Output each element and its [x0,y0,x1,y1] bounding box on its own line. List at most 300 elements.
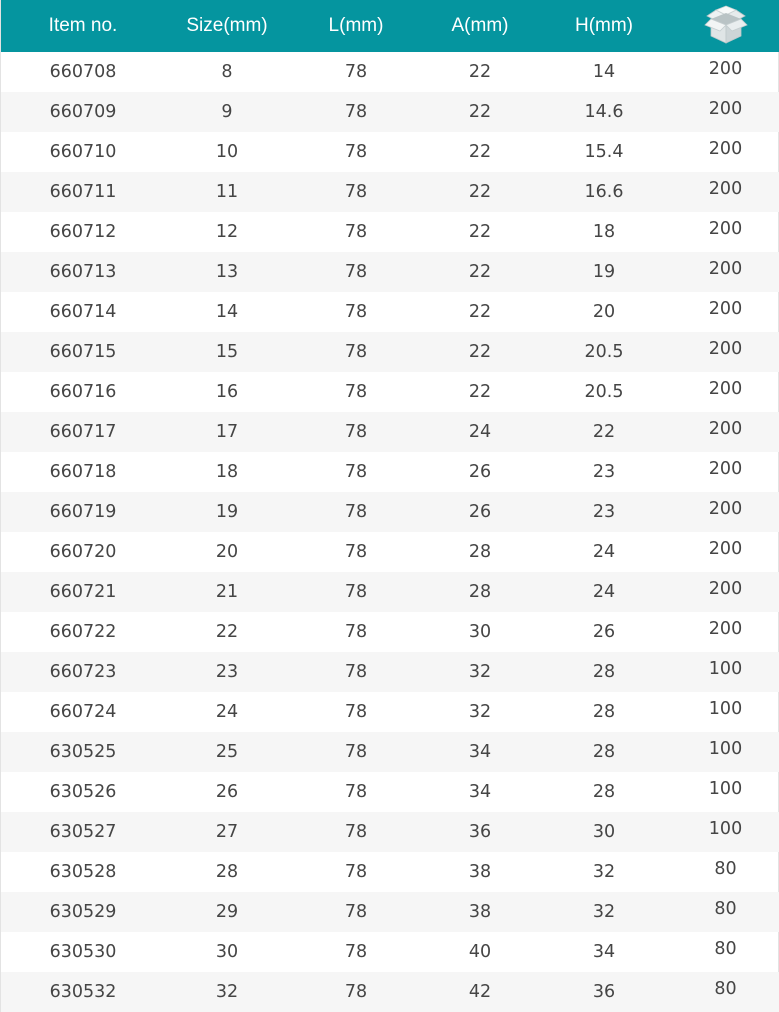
cell-item-no [1,492,165,532]
cell-item-no-value: 660713 [49,262,117,282]
cell-box-quantity [671,372,779,412]
cell-box-quantity [671,892,779,932]
cell-size-value: 16 [215,382,239,402]
cell-size [165,972,289,1012]
cell-size-value: 19 [215,502,239,522]
table-row [1,612,779,652]
cell-a [423,252,537,292]
cell-length [289,132,423,172]
table-row [1,532,779,572]
header-size: Size(mm) [186,15,268,36]
cell-height-value: 28 [592,702,616,722]
cell-height-value: 24 [592,582,616,602]
cell-item-no [1,132,165,172]
cell-length [289,772,423,812]
cell-size-value: 22 [215,622,239,642]
cell-size-value: 26 [215,782,239,802]
cell-item-no-value: 630530 [49,942,117,962]
cell-height [537,532,671,572]
cell-a [423,172,537,212]
cell-height [537,212,671,252]
cell-item-no [1,292,165,332]
cell-length-value: 78 [344,62,368,82]
cell-item-no [1,452,165,492]
cell-height [537,612,671,652]
cell-length [289,492,423,532]
cell-a [423,652,537,692]
cell-height-value: 28 [592,742,616,762]
cell-length-value: 78 [344,422,368,442]
cell-length [289,172,423,212]
cell-item-no-value: 660716 [49,382,117,402]
cell-height-value: 30 [592,822,616,842]
cell-size [165,692,289,732]
cell-size [165,732,289,772]
cell-item-no-value: 660718 [49,462,117,482]
cell-a [423,212,537,252]
cell-size-value: 12 [215,222,239,242]
cell-item-no-value: 660709 [49,102,117,122]
cell-box-quantity-value: 100 [708,739,743,759]
cell-item-no-value: 660722 [49,622,117,642]
cell-box-quantity-value: 200 [708,259,743,279]
cell-a-value: 38 [468,902,492,922]
cell-a [423,132,537,172]
cell-length-value: 78 [344,382,368,402]
cell-a-value: 22 [468,382,492,402]
table-body [1,52,779,1012]
cell-height-value: 16.6 [584,182,624,202]
cell-box-quantity-value: 200 [708,339,743,359]
cell-height-value: 14 [592,62,616,82]
table-row [1,892,779,932]
cell-length-value: 78 [344,942,368,962]
cell-height-value: 19 [592,262,616,282]
header-length: L(mm) [328,15,384,36]
cell-length [289,932,423,972]
cell-box-quantity [671,972,779,1012]
cell-item-no [1,532,165,572]
cell-box-quantity-value: 80 [714,899,737,919]
cell-box-quantity [671,212,779,252]
cell-size [165,772,289,812]
table-row [1,252,779,292]
cell-height [537,732,671,772]
header-item-no: Item no. [48,15,118,36]
table-row [1,132,779,172]
cell-box-quantity [671,412,779,452]
cell-item-no [1,612,165,652]
cell-height-value: 26 [592,622,616,642]
cell-item-no-value: 630525 [49,742,117,762]
cell-item-no-value: 660710 [49,142,117,162]
cell-height [537,932,671,972]
cell-length-value: 78 [344,902,368,922]
cell-a [423,692,537,732]
cell-box-quantity [671,492,779,532]
cell-a [423,812,537,852]
cell-height-value: 24 [592,542,616,562]
cell-box-quantity-value: 200 [708,179,743,199]
cell-height [537,332,671,372]
table-row [1,692,779,732]
cell-item-no [1,652,165,692]
cell-box-quantity-value: 100 [708,819,743,839]
cell-length [289,92,423,132]
cell-a-value: 28 [468,542,492,562]
cell-height-value: 28 [592,782,616,802]
cell-item-no [1,972,165,1012]
cell-height [537,692,671,732]
header-height: H(mm) [574,15,634,36]
table-row [1,172,779,212]
cell-size-value: 27 [215,822,239,842]
cell-box-quantity-value: 200 [708,379,743,399]
cell-a-value: 28 [468,582,492,602]
cell-height [537,492,671,532]
cell-length-value: 78 [344,542,368,562]
cell-length [289,572,423,612]
table-row [1,332,779,372]
cell-size-value: 30 [215,942,239,962]
cell-size [165,812,289,852]
cell-length-value: 78 [344,102,368,122]
cell-height-value: 20 [592,302,616,322]
cell-a-value: 30 [468,622,492,642]
cell-length-value: 78 [344,582,368,602]
cell-height [537,452,671,492]
cell-height [537,292,671,332]
cell-a-value: 32 [468,662,492,682]
table-row [1,212,779,252]
cell-height [537,972,671,1012]
table-row [1,932,779,972]
table-header [1,0,779,52]
cell-height [537,92,671,132]
cell-length [289,52,423,92]
cell-box-quantity-value: 100 [708,779,743,799]
cell-height [537,372,671,412]
cell-size [165,492,289,532]
cell-height-value: 15.4 [584,142,624,162]
cell-length-value: 78 [344,662,368,682]
cell-item-no [1,812,165,852]
cell-height-value: 14.6 [584,102,624,122]
cell-item-no-value: 660708 [49,62,117,82]
cell-box-quantity [671,132,779,172]
cell-a [423,92,537,132]
cell-height [537,132,671,172]
cell-height [537,172,671,212]
cell-item-no-value: 660720 [49,542,117,562]
cell-item-no-value: 660723 [49,662,117,682]
cell-height-value: 23 [592,502,616,522]
cell-size-value: 21 [215,582,239,602]
cell-size [165,452,289,492]
cell-length [289,252,423,292]
cell-a [423,612,537,652]
cell-box-quantity-value: 200 [708,539,743,559]
cell-box-quantity-value: 200 [708,459,743,479]
cell-height-value: 28 [592,662,616,682]
cell-height-value: 20.5 [584,342,624,362]
cell-item-no [1,932,165,972]
cell-item-no-value: 630532 [49,982,117,1002]
cell-box-quantity [671,732,779,772]
cell-a-value: 42 [468,982,492,1002]
cell-size [165,412,289,452]
cell-length [289,412,423,452]
cell-size-value: 11 [215,182,239,202]
cell-box-quantity [671,252,779,292]
cell-height-value: 34 [592,942,616,962]
table-row [1,372,779,412]
table-row [1,812,779,852]
header-row [1,0,779,52]
cell-size-value: 23 [215,662,239,682]
cell-a [423,492,537,532]
table-row [1,452,779,492]
cell-box-quantity-value: 80 [714,979,737,999]
cell-a-value: 22 [468,262,492,282]
cell-size-value: 18 [215,462,239,482]
cell-item-no-value: 660715 [49,342,117,362]
cell-size-value: 8 [221,62,233,82]
table-row [1,732,779,772]
cell-item-no [1,92,165,132]
cell-a-value: 32 [468,702,492,722]
cell-length-value: 78 [344,302,368,322]
cell-length-value: 78 [344,342,368,362]
cell-box-quantity [671,652,779,692]
cell-item-no [1,572,165,612]
cell-a [423,772,537,812]
cell-size-value: 32 [215,982,239,1002]
table-row [1,772,779,812]
cell-height [537,892,671,932]
cell-length [289,212,423,252]
cell-a [423,852,537,892]
cell-length-value: 78 [344,822,368,842]
cell-length-value: 78 [344,982,368,1002]
cell-length [289,612,423,652]
cell-item-no-value: 660712 [49,222,117,242]
cell-a [423,52,537,92]
cell-size [165,212,289,252]
cell-size-value: 13 [215,262,239,282]
cell-a-value: 24 [468,422,492,442]
table-row [1,572,779,612]
cell-length [289,692,423,732]
cell-item-no-value: 660711 [49,182,117,202]
cell-item-no [1,52,165,92]
cell-length [289,332,423,372]
spec-table [1,0,779,1012]
cell-size-value: 29 [215,902,239,922]
cell-a [423,572,537,612]
cell-height-value: 22 [592,422,616,442]
cell-size-value: 24 [215,702,239,722]
cell-size [165,572,289,612]
cell-height [537,772,671,812]
cell-length [289,292,423,332]
table-row [1,92,779,132]
cell-length-value: 78 [344,262,368,282]
cell-height [537,412,671,452]
cell-item-no [1,332,165,372]
cell-a-value: 38 [468,862,492,882]
cell-item-no [1,772,165,812]
cell-a-value: 22 [468,302,492,322]
header-a: A(mm) [451,15,509,36]
cell-height-value: 32 [592,902,616,922]
cell-size [165,652,289,692]
table-row [1,292,779,332]
cell-a [423,932,537,972]
cell-size-value: 17 [215,422,239,442]
cell-box-quantity [671,572,779,612]
cell-height-value: 18 [592,222,616,242]
cell-length [289,812,423,852]
cell-item-no [1,212,165,252]
cell-box-quantity [671,812,779,852]
cell-length [289,732,423,772]
cell-item-no-value: 660717 [49,422,117,442]
cell-a-value: 36 [468,822,492,842]
table-row [1,852,779,892]
cell-item-no-value: 660724 [49,702,117,722]
cell-size-value: 9 [221,102,233,122]
cell-a [423,452,537,492]
cell-size [165,252,289,292]
cell-length-value: 78 [344,142,368,162]
cell-item-no-value: 630529 [49,902,117,922]
cell-size-value: 15 [215,342,239,362]
cell-height [537,812,671,852]
cell-size [165,92,289,132]
cell-size [165,612,289,652]
cell-box-quantity-value: 200 [708,139,743,159]
cell-length-value: 78 [344,502,368,522]
cell-item-no-value: 660714 [49,302,117,322]
cell-length [289,452,423,492]
cell-size-value: 10 [215,142,239,162]
cell-box-quantity-value: 200 [708,99,743,119]
cell-a [423,412,537,452]
cell-a [423,372,537,412]
cell-size [165,892,289,932]
cell-a-value: 22 [468,62,492,82]
cell-size [165,172,289,212]
cell-a [423,892,537,932]
cell-a [423,332,537,372]
cell-box-quantity-value: 200 [708,619,743,639]
cell-size [165,532,289,572]
cell-size-value: 14 [215,302,239,322]
cell-height [537,52,671,92]
cell-box-quantity-value: 200 [708,59,743,79]
cell-length-value: 78 [344,742,368,762]
cell-height [537,572,671,612]
cell-item-no [1,892,165,932]
table-row [1,972,779,1012]
cell-box-quantity [671,692,779,732]
cell-item-no [1,412,165,452]
cell-box-quantity-value: 200 [708,499,743,519]
cell-box-quantity-value: 200 [708,219,743,239]
cell-length [289,892,423,932]
cell-item-no-value: 660721 [49,582,117,602]
cell-size [165,132,289,172]
cell-height-value: 23 [592,462,616,482]
cell-height-value: 32 [592,862,616,882]
cell-box-quantity [671,52,779,92]
cell-size-value: 20 [215,542,239,562]
cell-length-value: 78 [344,622,368,642]
cell-box-quantity [671,172,779,212]
cell-length [289,852,423,892]
cell-item-no [1,172,165,212]
cell-a-value: 22 [468,222,492,242]
cell-height [537,652,671,692]
cell-item-no [1,372,165,412]
cell-size-value: 28 [215,862,239,882]
cell-box-quantity [671,292,779,332]
cell-height [537,252,671,292]
cell-a-value: 26 [468,462,492,482]
cell-box-quantity [671,532,779,572]
cell-box-quantity-value: 200 [708,299,743,319]
cell-item-no-value: 630528 [49,862,117,882]
cell-size-value: 25 [215,742,239,762]
cell-length-value: 78 [344,862,368,882]
cell-length [289,372,423,412]
cell-size [165,52,289,92]
cell-box-quantity-value: 80 [714,859,737,879]
cell-height-value: 20.5 [584,382,624,402]
cell-box-quantity-value: 200 [708,579,743,599]
cell-a [423,292,537,332]
cell-item-no [1,852,165,892]
cell-box-quantity [671,932,779,972]
cell-a-value: 40 [468,942,492,962]
table-row [1,492,779,532]
cell-box-quantity-value: 100 [708,699,743,719]
cell-a-value: 26 [468,502,492,522]
cell-box-quantity [671,772,779,812]
cell-item-no [1,692,165,732]
cell-item-no-value: 660719 [49,502,117,522]
cell-item-no [1,732,165,772]
cell-length-value: 78 [344,462,368,482]
cell-box-quantity-value: 200 [708,419,743,439]
cell-box-quantity [671,452,779,492]
cell-a-value: 22 [468,142,492,162]
cell-height [537,852,671,892]
cell-box-quantity-value: 80 [714,939,737,959]
cell-length [289,972,423,1012]
cell-size [165,852,289,892]
cell-length-value: 78 [344,702,368,722]
table-row [1,412,779,452]
cell-length-value: 78 [344,222,368,242]
cell-box-quantity-value: 100 [708,659,743,679]
cell-a-value: 22 [468,342,492,362]
cell-a [423,732,537,772]
cell-length-value: 78 [344,782,368,802]
cell-a [423,532,537,572]
cell-size [165,332,289,372]
